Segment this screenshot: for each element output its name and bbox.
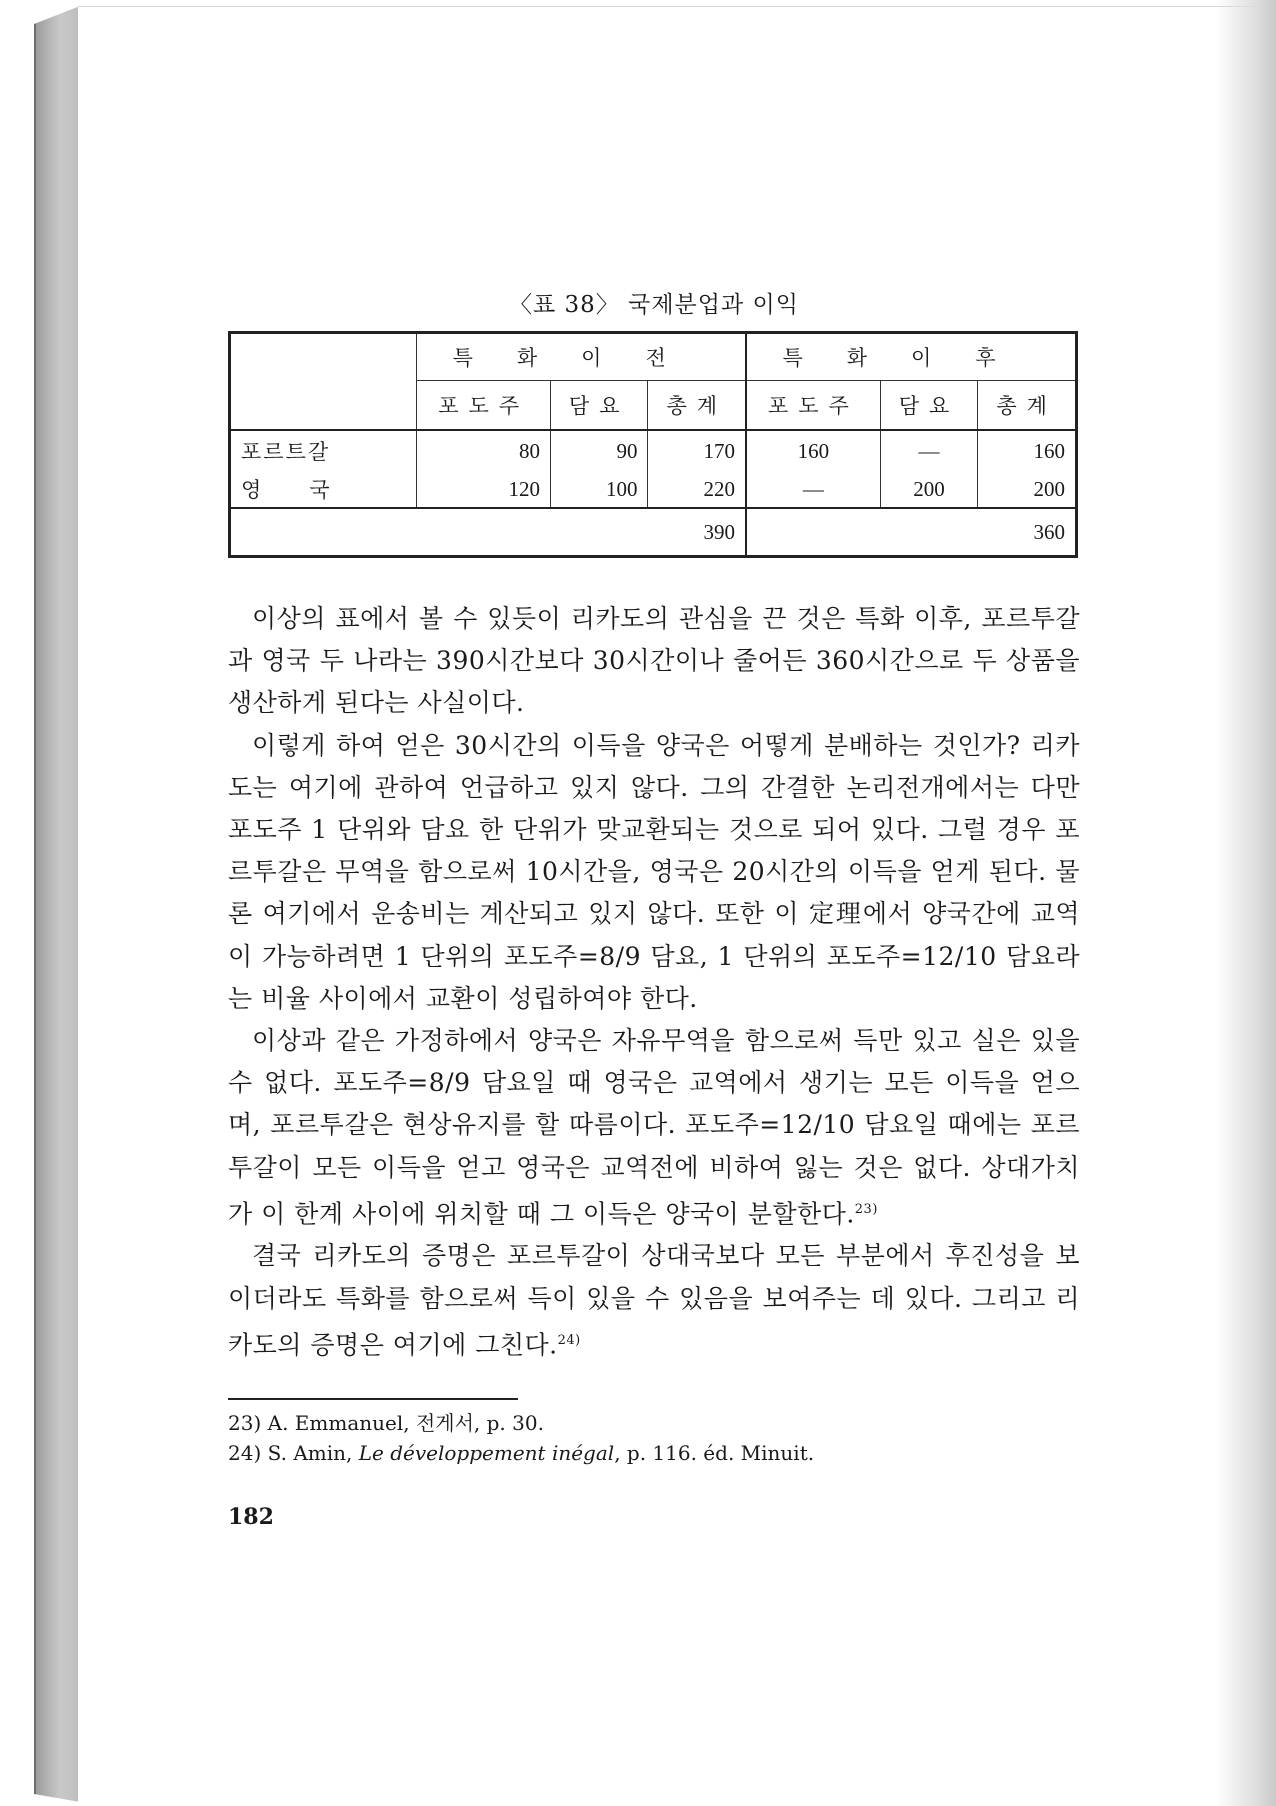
header-after-specialization: 특화이후 [746,333,1076,381]
footnote-rest: , p. 116. éd. Minuit. [614,1441,815,1466]
cell-wine-after: — [746,471,880,508]
cell-wine-after: 160 [746,430,880,471]
row-label: 포르트갈 [230,430,417,471]
col-wine-after: 포도주 [746,381,880,431]
page-content [228,268,1080,1530]
footnote-divider [228,1398,518,1400]
table-corner-cell [230,333,417,431]
paragraph: 결국 리카도의 증명은 포르투갈이 상대국보다 모든 부분에서 후진성을 보이더라도 특화를 함으로써 득이 있을 수 있음을 보여주는 데 있다. 그리고 리카도의 증명은 여기에 그친다.$^{24)}$ [228,1241,1080,1360]
footnote-number: 24) [228,1441,262,1466]
book-spine [34,6,80,1802]
total-before: 390 [230,508,747,557]
total-after: 360 [746,508,1076,557]
footnote [228,1438,1080,1468]
cell-total-before: 170 [648,430,746,471]
table-row-england [230,471,1077,508]
col-total-before: 총계 [648,381,746,431]
trade-table [228,331,1078,558]
cell-total-after: 160 [1033,438,1065,463]
paragraph: 이렇게 하여 얻은 30시간의 이득을 양국은 어떻게 분배하는 것인가? 리카도는 여기에 관하여 언급하고 있지 않다. 그의 간결한 논리전개에서는 다만 포도주 1 단위와 담요 한 단위가 맞교환되는 것으로 되어 있다. 그럴 경우 포르투갈은 무역을 함으로써 10시간을, 영국은 20시간의 이득을 얻게 된다. 물론 여기에서 운송비는 계산되고 있지 않다. 또한 이 定理에서 양국간에 교역이 가능하려면 1 단위의 포도주=8/9 담요, 1 단위의 포도주=12/10 담요라는 비율 사이에서 교환이 성립하여야 한다. [228,730,1080,1013]
cell-cloth-after: 200 [880,471,977,508]
table-header-groups [230,333,1077,381]
paragraph: 이상과 같은 가정하에서 양국은 자유무역을 함으로써 득만 있고 실은 있을 수 없다. 포도주=8/9 담요일 때 영국은 교역에서 생기는 모든 이득을 얻으며, 포르투갈은 현상유지를 할 따름이다. 포도주=12/10 담요일 때에는 포르투갈이 모든 이득을 얻고 영국은 교역전에 비하여 잃는 것은 없다. 상대가치가 이 한계 사이에 위치할 때 그 이득은 양국이 분할한다.$^{23)}$ [228,1026,1080,1229]
col-wine-before: 포도주 [417,381,551,431]
cell-cloth-before: 100 [550,471,647,508]
cell-wine-before: 80 [417,430,551,471]
row-label: 영국 [230,471,417,508]
footnote [228,1408,1080,1438]
col-cloth-before: 담요 [550,381,647,431]
table-row-portugal [230,430,1077,471]
cell-total-after: 200 [1033,476,1065,501]
footnote-title: Le développement inégal [358,1441,615,1466]
cell-cloth-after: — [880,430,977,471]
footnote-ref[interactable]: 23) [854,1201,878,1217]
col-cloth-after: 담요 [880,381,977,431]
footnote-ref[interactable]: 24) [557,1332,581,1348]
footnote-author: S. Amin, [267,1441,353,1466]
table-caption: 〈표 38〉 국제분업과 이익 [509,292,799,318]
page-edge-shadow [1216,0,1276,1806]
cell-cloth-before: 90 [550,430,647,471]
table-row-total [230,508,1077,557]
header-before-specialization: 특화이전 [417,333,746,381]
page-number: 182 [228,1504,274,1531]
col-total-after: 총계 [978,381,1077,431]
paragraph: 이상의 표에서 볼 수 있듯이 리카도의 관심을 끈 것은 특화 이후, 포르투갈과 영국 두 나라는 390시간보다 30시간이나 줄어든 360시간으로 두 상품을 생산하게 된다는 사실이다. [228,604,1080,718]
cell-wine-before: 120 [417,471,551,508]
footnote-number: 23) [228,1411,262,1436]
footnote-text: A. Emmanuel, 전게서, p. 30. [267,1411,544,1436]
cell-total-before: 220 [648,471,746,508]
